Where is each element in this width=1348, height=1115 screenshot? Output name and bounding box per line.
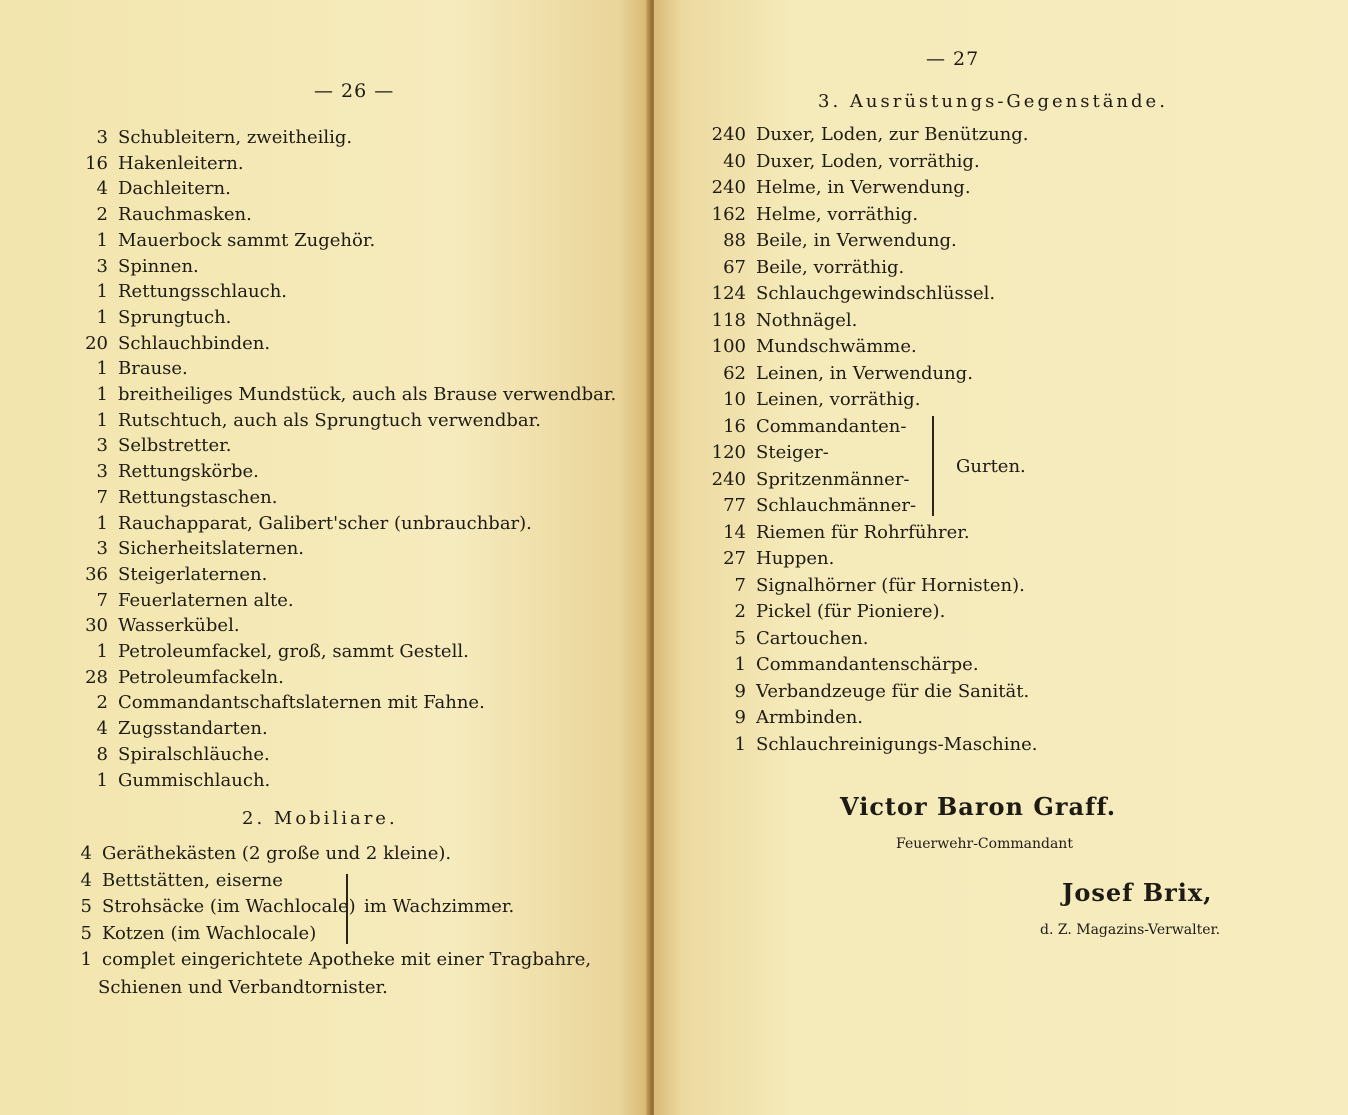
- item-quantity: 27: [723, 548, 746, 569]
- list-item: [40, 843, 451, 865]
- item-text: Sprungtuch.: [118, 306, 232, 328]
- list-item: [56, 204, 252, 226]
- group-label-gurten: Gurten.: [956, 456, 1026, 477]
- list-item: [654, 204, 918, 226]
- item-text: Hakenleitern.: [118, 152, 244, 174]
- item-quantity: 4: [96, 178, 108, 200]
- item-quantity: 1: [96, 281, 108, 303]
- item-text: Bettstätten, eiserne: [102, 869, 283, 891]
- item-text: Rauchmasken.: [118, 204, 252, 226]
- item-text: Leinen, in Verwendung.: [756, 362, 973, 384]
- list-item: [56, 564, 267, 586]
- item-text: Leinen, vorräthig.: [756, 389, 921, 410]
- item-quantity: 5: [734, 627, 746, 649]
- item-text: Mauerbock sammt Zugehör.: [118, 229, 376, 251]
- item-quantity: 2: [96, 692, 108, 714]
- list-item: [56, 667, 284, 689]
- item-quantity: 2: [96, 204, 108, 226]
- item-quantity: 16: [723, 415, 746, 437]
- item-quantity: 9: [734, 707, 746, 728]
- item-quantity: 1: [96, 769, 108, 791]
- item-text: Duxer, Loden, zur Benützung.: [756, 124, 1029, 145]
- item-quantity: 9: [734, 680, 746, 702]
- list-item: [654, 363, 973, 385]
- list-item: [654, 601, 945, 623]
- list-item: [56, 718, 268, 740]
- item-quantity: 100: [711, 336, 746, 357]
- list-item: [654, 469, 910, 491]
- item-text: Riemen für Rohrführer.: [756, 521, 970, 543]
- item-quantity: 88: [723, 230, 746, 251]
- item-text: Geräthekästen (2 große und 2 kleine).: [102, 843, 452, 864]
- list-item: [56, 384, 616, 406]
- item-text: Beile, in Verwendung.: [756, 230, 957, 251]
- item-quantity: 4: [80, 869, 92, 891]
- list-item: [654, 442, 829, 464]
- item-text: Gummischlauch.: [118, 769, 271, 791]
- item-quantity: 7: [96, 486, 108, 508]
- left-page: [0, 0, 650, 1115]
- list-item: [56, 615, 240, 637]
- item-quantity: 1: [96, 409, 108, 431]
- list-item: [56, 590, 294, 612]
- item-text: Rettungskörbe.: [118, 461, 259, 483]
- item-quantity: 1: [96, 229, 108, 251]
- brace-wachzimmer: [340, 874, 348, 944]
- item-text: Sicherheitslaternen.: [118, 538, 305, 560]
- list-item: [654, 416, 906, 438]
- list-item: [40, 896, 356, 918]
- section-heading-mobiliare: 2. Mobiliare.: [242, 808, 398, 829]
- item-text: Cartouchen.: [756, 627, 869, 649]
- list-item: [654, 522, 970, 544]
- item-text: Commandantschaftslaternen mit Fahne.: [118, 692, 485, 714]
- list-item: [654, 177, 971, 199]
- item-text: Rettungsschlauch.: [118, 281, 288, 303]
- item-text: Signalhörner (für Hornisten).: [756, 574, 1025, 596]
- item-text: Feuerlaternen alte.: [118, 589, 294, 611]
- item-quantity: 16: [85, 152, 108, 174]
- item-text: Commandanten-: [756, 415, 907, 437]
- signature-commandant-title: Feuerwehr-Commandant: [896, 836, 1073, 852]
- item-text: Steigerlaternen.: [118, 563, 268, 585]
- item-quantity: 77: [723, 495, 746, 516]
- item-quantity: 240: [711, 124, 746, 145]
- list-item: [654, 628, 868, 650]
- item-quantity: 118: [711, 309, 746, 331]
- brace-gurten: [924, 416, 934, 516]
- item-text: Spiralschläuche.: [118, 743, 270, 765]
- list-item: [56, 461, 259, 483]
- item-quantity: 4: [80, 843, 92, 864]
- list-item: [56, 281, 287, 303]
- item-quantity: 162: [711, 203, 746, 225]
- list-item: [654, 124, 1029, 146]
- item-quantity: 20: [85, 332, 108, 354]
- item-text: Helme, vorräthig.: [756, 203, 919, 225]
- item-quantity: 1: [96, 384, 108, 405]
- list-item: [56, 178, 231, 200]
- list-item: [56, 307, 231, 329]
- list-item: [654, 575, 1025, 597]
- page-number-right: — 27: [926, 48, 980, 70]
- item-quantity: 2: [734, 601, 746, 622]
- item-quantity: 40: [723, 150, 746, 172]
- list-item: [654, 310, 857, 332]
- item-quantity: 5: [80, 896, 92, 917]
- item-text: complet eingerichtete Apotheke mit einer Tragbahre,: [102, 949, 592, 970]
- section-heading-ausruestung: 3. Ausrüstungs-Gegenstände.: [818, 91, 1168, 112]
- list-item: [56, 513, 532, 535]
- list-item: [56, 641, 469, 663]
- list-item: [56, 744, 270, 766]
- signature-verwalter: Josef Brix,: [1062, 878, 1213, 907]
- item-text: Commandantenschärpe.: [756, 654, 979, 675]
- item-text: Rutschtuch, auch als Sprungtuch verwendbar.: [118, 409, 541, 431]
- item-text: Kotzen (im Wachlocale): [102, 922, 317, 944]
- item-quantity: 8: [96, 743, 108, 765]
- item-quantity: 14: [723, 521, 746, 543]
- list-item: [654, 681, 1029, 703]
- item-text: Pickel (für Pioniere).: [756, 601, 946, 622]
- item-text: Rettungstaschen.: [118, 486, 278, 508]
- item-quantity: 1: [734, 733, 746, 755]
- item-quantity: 1: [96, 306, 108, 328]
- list-item: [56, 770, 270, 792]
- list-item: [654, 151, 980, 173]
- item-quantity: 3: [96, 538, 108, 560]
- item-text: Petroleumfackel, groß, sammt Gestell.: [118, 641, 469, 662]
- item-quantity: 1: [734, 654, 746, 675]
- item-text: Zugsstandarten.: [118, 718, 268, 740]
- list-item: [654, 734, 1037, 756]
- item-text: Wasserkübel.: [118, 615, 240, 637]
- item-text: Strohsäcke (im Wachlocale): [102, 896, 356, 917]
- item-quantity: 67: [723, 256, 746, 278]
- item-quantity: 36: [85, 563, 108, 585]
- continuation-line: Schienen und Verbandtornister.: [98, 977, 388, 998]
- item-text: Brause.: [118, 358, 188, 380]
- signature-verwalter-title: d. Z. Magazins-Verwalter.: [1040, 922, 1221, 938]
- item-quantity: 124: [711, 283, 746, 304]
- item-text: Schlauchbinden.: [118, 332, 271, 354]
- list-item: [56, 538, 304, 560]
- item-quantity: 3: [96, 435, 108, 457]
- list-item: [40, 870, 283, 892]
- item-text: Selbstretter.: [118, 435, 232, 457]
- item-quantity: 240: [711, 468, 746, 490]
- item-text: Duxer, Loden, vorräthig.: [756, 150, 980, 172]
- item-quantity: 1: [96, 512, 108, 534]
- item-text: Schlauchgewindschlüssel.: [756, 283, 996, 304]
- list-item: [40, 923, 316, 945]
- list-item: [56, 435, 231, 457]
- item-text: Armbinden.: [756, 707, 864, 728]
- list-item: [56, 358, 188, 380]
- item-quantity: 4: [96, 718, 108, 740]
- signature-commandant: Victor Baron Graff.: [840, 792, 1117, 821]
- item-quantity: 62: [723, 362, 746, 384]
- list-item: [56, 256, 199, 278]
- list-item: [56, 333, 270, 355]
- list-item: [56, 692, 485, 714]
- list-item: [654, 257, 904, 279]
- item-text: Dachleitern.: [118, 178, 231, 200]
- item-quantity: 240: [711, 177, 746, 198]
- item-text: Schlauchmänner-: [756, 495, 917, 516]
- item-quantity: 7: [96, 589, 108, 611]
- list-item: [654, 707, 863, 729]
- item-quantity: 5: [80, 922, 92, 944]
- item-quantity: 1: [80, 949, 92, 970]
- list-item: [56, 230, 375, 252]
- item-quantity: 28: [85, 666, 108, 688]
- item-text: Petroleumfackeln.: [118, 666, 284, 688]
- item-text: Huppen.: [756, 548, 835, 569]
- list-item: [654, 336, 917, 358]
- list-item: [654, 230, 957, 252]
- list-item: [56, 410, 541, 432]
- item-text: Spritzenmänner-: [756, 468, 910, 490]
- list-item: [56, 127, 352, 149]
- item-quantity: 1: [96, 641, 108, 662]
- item-quantity: 3: [96, 255, 108, 277]
- item-quantity: 3: [96, 127, 108, 148]
- list-item: [40, 949, 591, 971]
- item-quantity: 3: [96, 461, 108, 483]
- item-quantity: 7: [734, 574, 746, 596]
- item-text: Steiger-: [756, 442, 829, 463]
- item-text: Rauchapparat, Galibert'scher (unbrauchbar).: [118, 512, 532, 534]
- item-text: Schubleitern, zweitheilig.: [118, 127, 353, 148]
- item-text: breitheiliges Mundstück, auch als Brause verwendbar.: [118, 384, 617, 405]
- item-quantity: 10: [723, 389, 746, 410]
- list-item: [654, 654, 979, 676]
- item-text: Spinnen.: [118, 255, 199, 277]
- list-item: [56, 153, 244, 175]
- item-text: Nothnägel.: [756, 309, 858, 331]
- right-page: [654, 0, 1348, 1115]
- list-item: [56, 487, 277, 509]
- item-text: Mundschwämme.: [756, 336, 917, 357]
- item-text: Verbandzeuge für die Sanität.: [756, 680, 1030, 702]
- item-quantity: 30: [85, 615, 108, 637]
- item-text: Schlauchreinigungs-Maschine.: [756, 733, 1038, 755]
- item-quantity: 120: [711, 442, 746, 463]
- page-number-left: — 26 —: [314, 80, 395, 102]
- list-item: [654, 283, 995, 305]
- group-label-wachzimmer: im Wachzimmer.: [364, 896, 515, 917]
- list-item: [654, 389, 920, 411]
- item-text: Beile, vorräthig.: [756, 256, 905, 278]
- list-item: [654, 548, 834, 570]
- item-text: Helme, in Verwendung.: [756, 177, 971, 198]
- item-quantity: 1: [96, 358, 108, 380]
- list-item: [654, 495, 916, 517]
